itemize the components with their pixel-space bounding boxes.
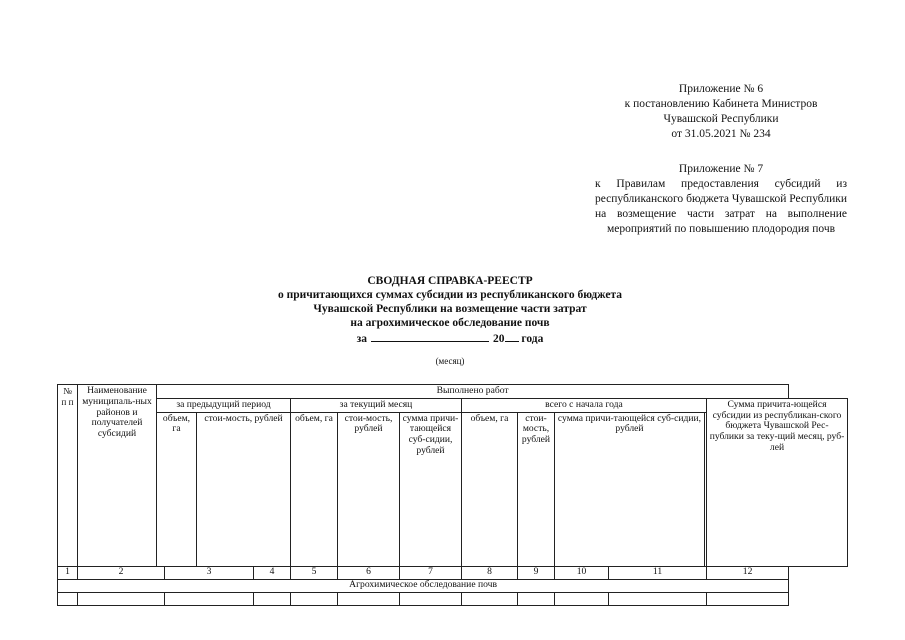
month-blank-line [371,330,489,342]
blank-cell [254,592,291,605]
column-number-6: 6 [338,566,400,579]
header-cur-cost: стои-мость, рублей [338,412,400,566]
annex-6-line2: к постановлению Кабинета Министров [624,98,818,110]
blank-cell [400,592,462,605]
month-note: (месяц) [435,356,465,366]
document-title [180,274,720,346]
column-number-10: 10 [555,566,609,579]
column-number-11: 11 [609,566,707,579]
header-subsidy-sum: Сумма причита-ющейся субсидии из республикан-ского бюджета Чувашской Рес-публики за теку-щий месяц, руб-лей [707,398,848,566]
column-number-12: 12 [707,566,789,579]
period-prefix: за [356,333,368,345]
blank-cell [555,592,609,605]
annex-6-line3: Чувашской Республики [663,113,779,125]
header-financed-previous [705,412,707,566]
header-prev-cost: стои-мость, рублей [197,412,291,566]
title-line3: Чувашской Республики на возмещение части затрат [313,303,587,315]
annex-6-line4: от 31.05.2021 № 234 [671,128,771,140]
blank-cell [338,592,400,605]
title-main: СВОДНАЯ СПРАВКА-РЕЕСТР [367,275,533,287]
table-row [58,592,848,605]
title-line4: на агрохимическое обследование почв [350,317,550,329]
blank-cell [58,592,78,605]
blank-cell [518,592,555,605]
header-recipients: Наименование муниципаль-ных районов и получателей субсидий [78,385,157,567]
header-ytd-volume: объем, га [462,412,518,566]
annex-7-block [595,162,847,237]
registry-table [57,384,848,606]
year-blank-line [505,330,519,342]
blank-cell [462,592,518,605]
header-ytd-due: сумма причи-тающейся суб-сидии, рублей [555,412,705,566]
header-number: № п п [58,385,78,567]
period-suffix: года [521,333,544,345]
header-ytd-cost: стои-мость, рублей [518,412,555,566]
column-number-2: 2 [78,566,165,579]
annex-7-line1: Приложение № 7 [678,163,764,175]
section-title: Агрохимическое обследование почв [58,579,789,592]
column-number-5: 5 [291,566,338,579]
header-year-to-date: всего с начала года [462,398,707,412]
header-cur-volume: объем, га [291,412,338,566]
annex-7-body: к Правилам предоставления субсидий из республиканского бюджета Чувашской Республики на возмещение части затрат на выполнение мероприятий по повышению плодородия почв [595,178,847,235]
header-previous-period: за предыдущий период [157,398,291,412]
header-prev-volume: объем, га [157,412,197,566]
column-number-1: 1 [58,566,78,579]
blank-cell [78,592,165,605]
header-cur-due: сумма причи-тающейся суб-сидии, рублей [400,412,462,566]
annex-6-line1: Приложение № 6 [678,83,764,95]
blank-cell [165,592,254,605]
blank-cell [609,592,707,605]
column-number-4: 4 [254,566,291,579]
column-number-3: 3 [165,566,254,579]
blank-cell [291,592,338,605]
column-number-8: 8 [462,566,518,579]
column-number-7: 7 [400,566,462,579]
title-line2: о причитающихся суммах субсидии из республиканского бюджета [277,289,623,301]
period-year-prefix: 20 [493,333,505,345]
header-current-month: за текущий месяц [291,398,462,412]
blank-cell [707,592,789,605]
title-period-line [180,330,720,346]
column-number-9: 9 [518,566,555,579]
annex-6-block [595,82,847,142]
header-work-done: Выполнено работ [157,385,789,399]
